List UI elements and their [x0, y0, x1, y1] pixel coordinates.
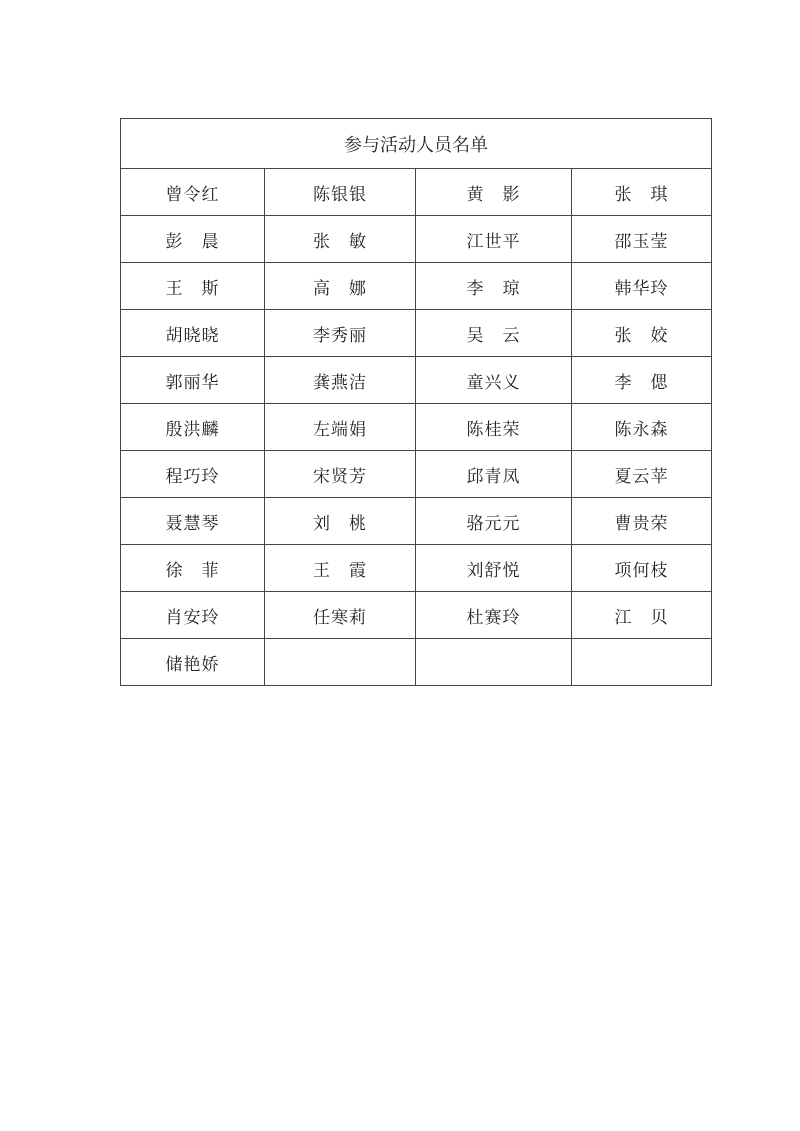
name-cell: 张 琪	[572, 169, 712, 216]
table-row	[121, 310, 712, 357]
name-cell: 陈桂荣	[416, 404, 572, 451]
name-cell: 任寒莉	[265, 592, 416, 639]
name-cell: 陈银银	[265, 169, 416, 216]
name-cell: 刘舒悦	[416, 545, 572, 592]
name-cell: 夏云苹	[572, 451, 712, 498]
name-cell: 曹贵荣	[572, 498, 712, 545]
name-cell: 王 斯	[121, 263, 265, 310]
table-row	[121, 404, 712, 451]
roster-sheet	[120, 118, 711, 686]
name-cell: 江 贝	[572, 592, 712, 639]
name-cell: 龚燕洁	[265, 357, 416, 404]
table-row	[121, 498, 712, 545]
name-cell: 张 敏	[265, 216, 416, 263]
table-row	[121, 169, 712, 216]
table-row	[121, 357, 712, 404]
name-cell: 胡晓晓	[121, 310, 265, 357]
table-row	[121, 592, 712, 639]
name-cell: 邵玉莹	[572, 216, 712, 263]
name-cell: 李秀丽	[265, 310, 416, 357]
name-cell: 刘 桃	[265, 498, 416, 545]
empty-cell	[265, 639, 416, 686]
name-cell: 徐 菲	[121, 545, 265, 592]
name-cell: 张 姣	[572, 310, 712, 357]
name-cell: 王 霞	[265, 545, 416, 592]
name-cell: 韩华玲	[572, 263, 712, 310]
name-cell: 李 琼	[416, 263, 572, 310]
empty-cell	[572, 639, 712, 686]
name-cell: 左端娟	[265, 404, 416, 451]
name-cell: 杜赛玲	[416, 592, 572, 639]
empty-cell	[416, 639, 572, 686]
table-row	[121, 263, 712, 310]
table-title: 参与活动人员名单	[121, 119, 712, 169]
name-cell: 李 偲	[572, 357, 712, 404]
name-cell: 高 娜	[265, 263, 416, 310]
name-cell: 骆元元	[416, 498, 572, 545]
name-cell: 程巧玲	[121, 451, 265, 498]
name-cell: 江世平	[416, 216, 572, 263]
table-row	[121, 451, 712, 498]
name-cell: 项何枝	[572, 545, 712, 592]
name-cell: 童兴义	[416, 357, 572, 404]
name-cell: 陈永森	[572, 404, 712, 451]
name-cell: 吴 云	[416, 310, 572, 357]
name-cell: 邱青凤	[416, 451, 572, 498]
name-cell: 曾令红	[121, 169, 265, 216]
participant-table	[120, 118, 712, 686]
table-title-row	[121, 119, 712, 169]
name-cell: 黄 影	[416, 169, 572, 216]
table-row	[121, 216, 712, 263]
table-row	[121, 545, 712, 592]
table-row	[121, 639, 712, 686]
name-cell: 肖安玲	[121, 592, 265, 639]
name-cell: 聂慧琴	[121, 498, 265, 545]
name-cell: 郭丽华	[121, 357, 265, 404]
name-cell: 宋贤芳	[265, 451, 416, 498]
name-cell: 殷洪麟	[121, 404, 265, 451]
name-cell: 储艳娇	[121, 639, 265, 686]
name-cell: 彭 晨	[121, 216, 265, 263]
